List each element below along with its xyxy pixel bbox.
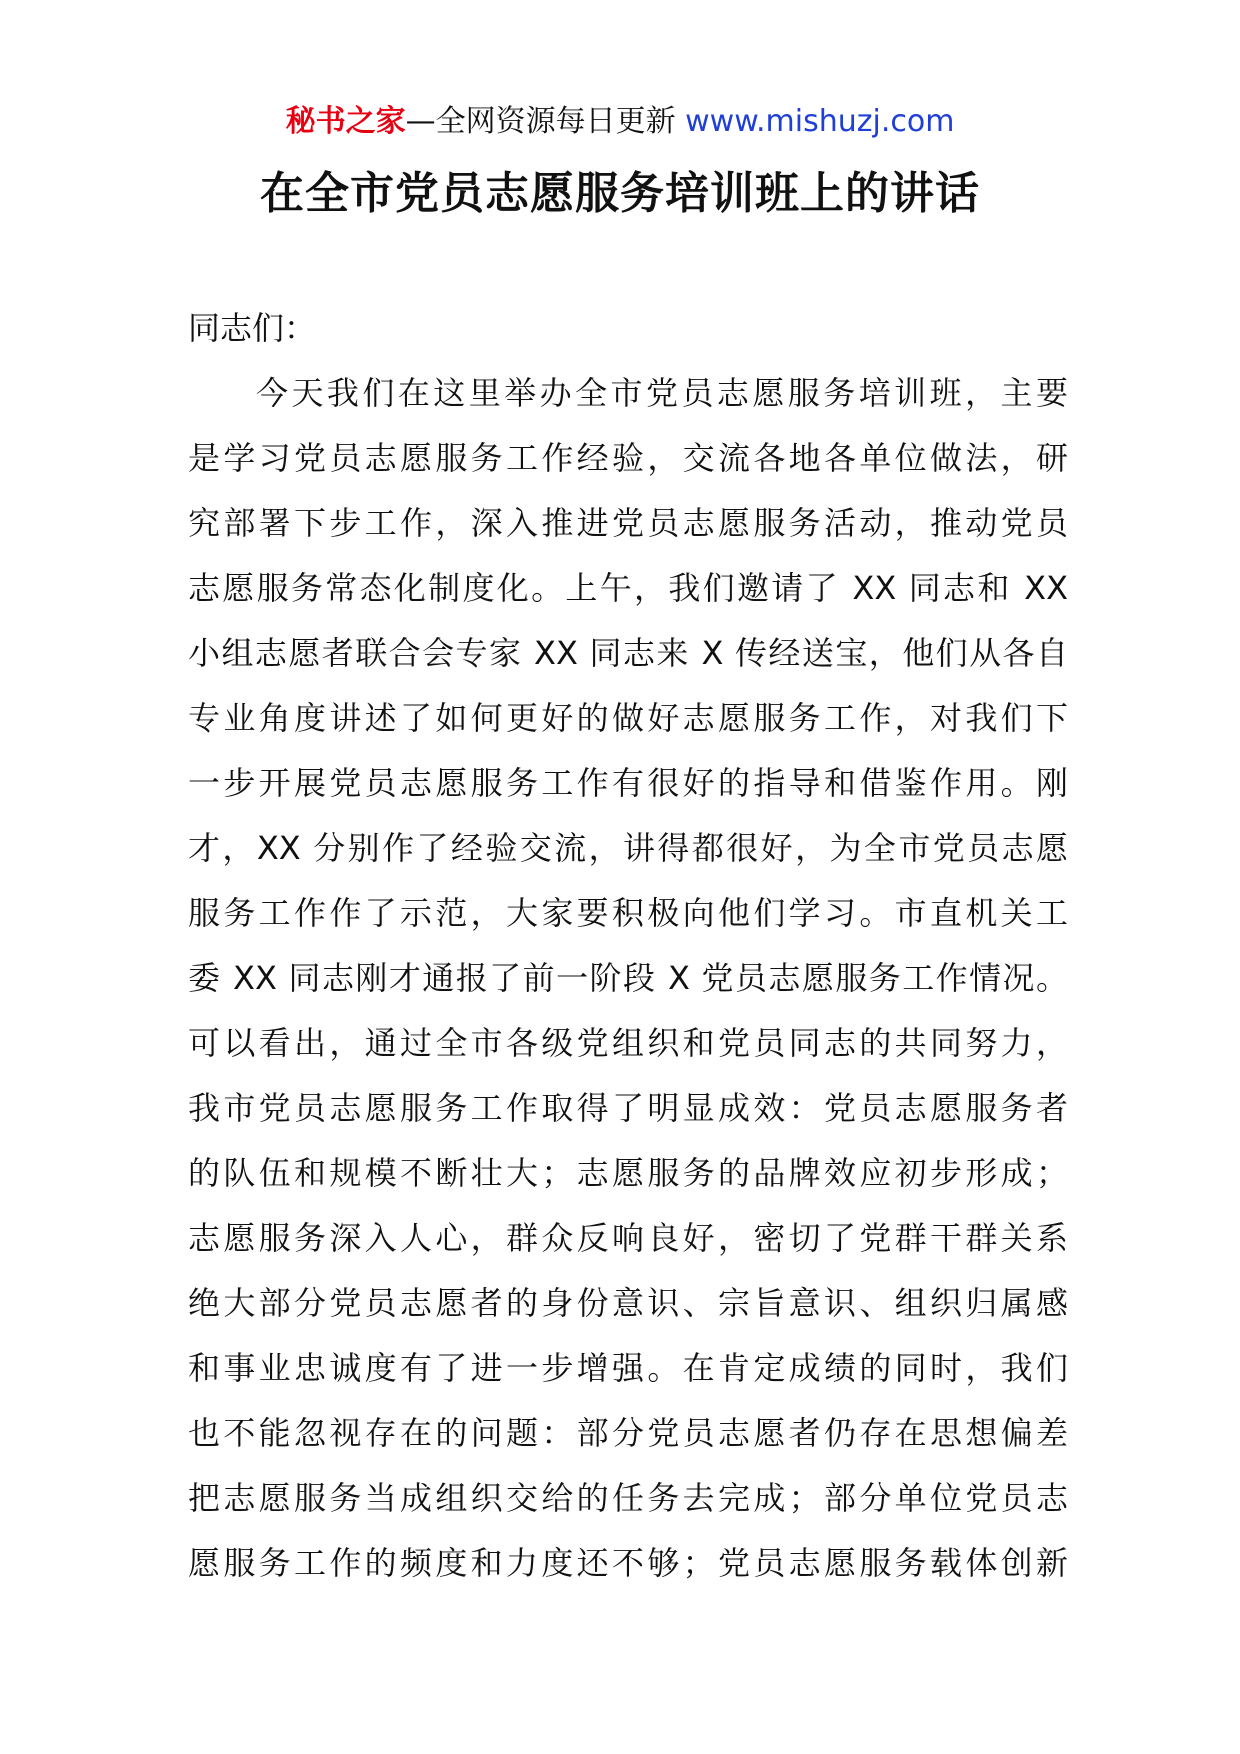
paragraph-line: 也不能忽视存在的问题：部分党员志愿者仍存在思想偏差 [188, 1414, 1068, 1452]
paragraph-line: 可以看出，通过全市各级党组织和党员同志的共同努力， [188, 1024, 1068, 1062]
paragraph-line: 愿服务工作的频度和力度还不够；党员志愿服务载体创新 [188, 1544, 1068, 1582]
salutation: 同志们： [188, 309, 317, 347]
paragraph-line: 的队伍和规模不断壮大；志愿服务的品牌效应初步形成； [188, 1154, 1068, 1192]
paragraph-line: 一步开展党员志愿服务工作有很好的指导和借鉴作用。刚 [188, 764, 1068, 802]
paragraph-line: 委 XX 同志刚才通报了前一阶段 X 党员志愿服务工作情况。 [188, 959, 1068, 997]
site-url[interactable]: www.mishuzj.com [685, 104, 955, 139]
paragraph-line: 和事业忠诚度有了进一步增强。在肯定成绩的同时，我们 [188, 1349, 1068, 1387]
paragraph-line: 志愿服务常态化制度化。上午，我们邀请了 XX 同志和 XX [188, 569, 1068, 607]
paragraph-line: 专业角度讲述了如何更好的做好志愿服务工作，对我们下 [188, 699, 1068, 737]
paragraph-line: 把志愿服务当成组织交给的任务去完成；部分单位党员志 [188, 1479, 1068, 1517]
paragraph-line: 是学习党员志愿服务工作经验，交流各地各单位做法，研 [188, 439, 1068, 477]
paragraph-line: 今天我们在这里举办全市党员志愿服务培训班，主要 [256, 374, 1068, 412]
paragraph-line: 我市党员志愿服务工作取得了明显成效：党员志愿服务者 [188, 1089, 1068, 1127]
paragraph-line: 绝大部分党员志愿者的身份意识、宗旨意识、组织归属感 [188, 1284, 1068, 1322]
site-brand: 秘书之家 [285, 104, 406, 139]
paragraph-line: 服务工作作了示范，大家要积极向他们学习。市直机关工 [188, 894, 1068, 932]
paragraph-line: 小组志愿者联合会专家 XX 同志来 X 传经送宝，他们从各自 [188, 634, 1068, 672]
paragraph-line: 究部署下步工作，深入推进党员志愿服务活动，推动党员 [188, 504, 1068, 542]
document-title: 在全市党员志愿服务培训班上的讲话 [260, 168, 980, 219]
site-header [0, 102, 1240, 142]
document-body [188, 296, 1068, 1596]
site-tagline: —全网资源每日更新 [405, 104, 686, 139]
paragraph-line: 才，XX 分别作了经验交流，讲得都很好，为全市党员志愿 [188, 829, 1068, 867]
paragraph-line: 志愿服务深入人心，群众反响良好，密切了党群干群关系 [188, 1219, 1068, 1257]
